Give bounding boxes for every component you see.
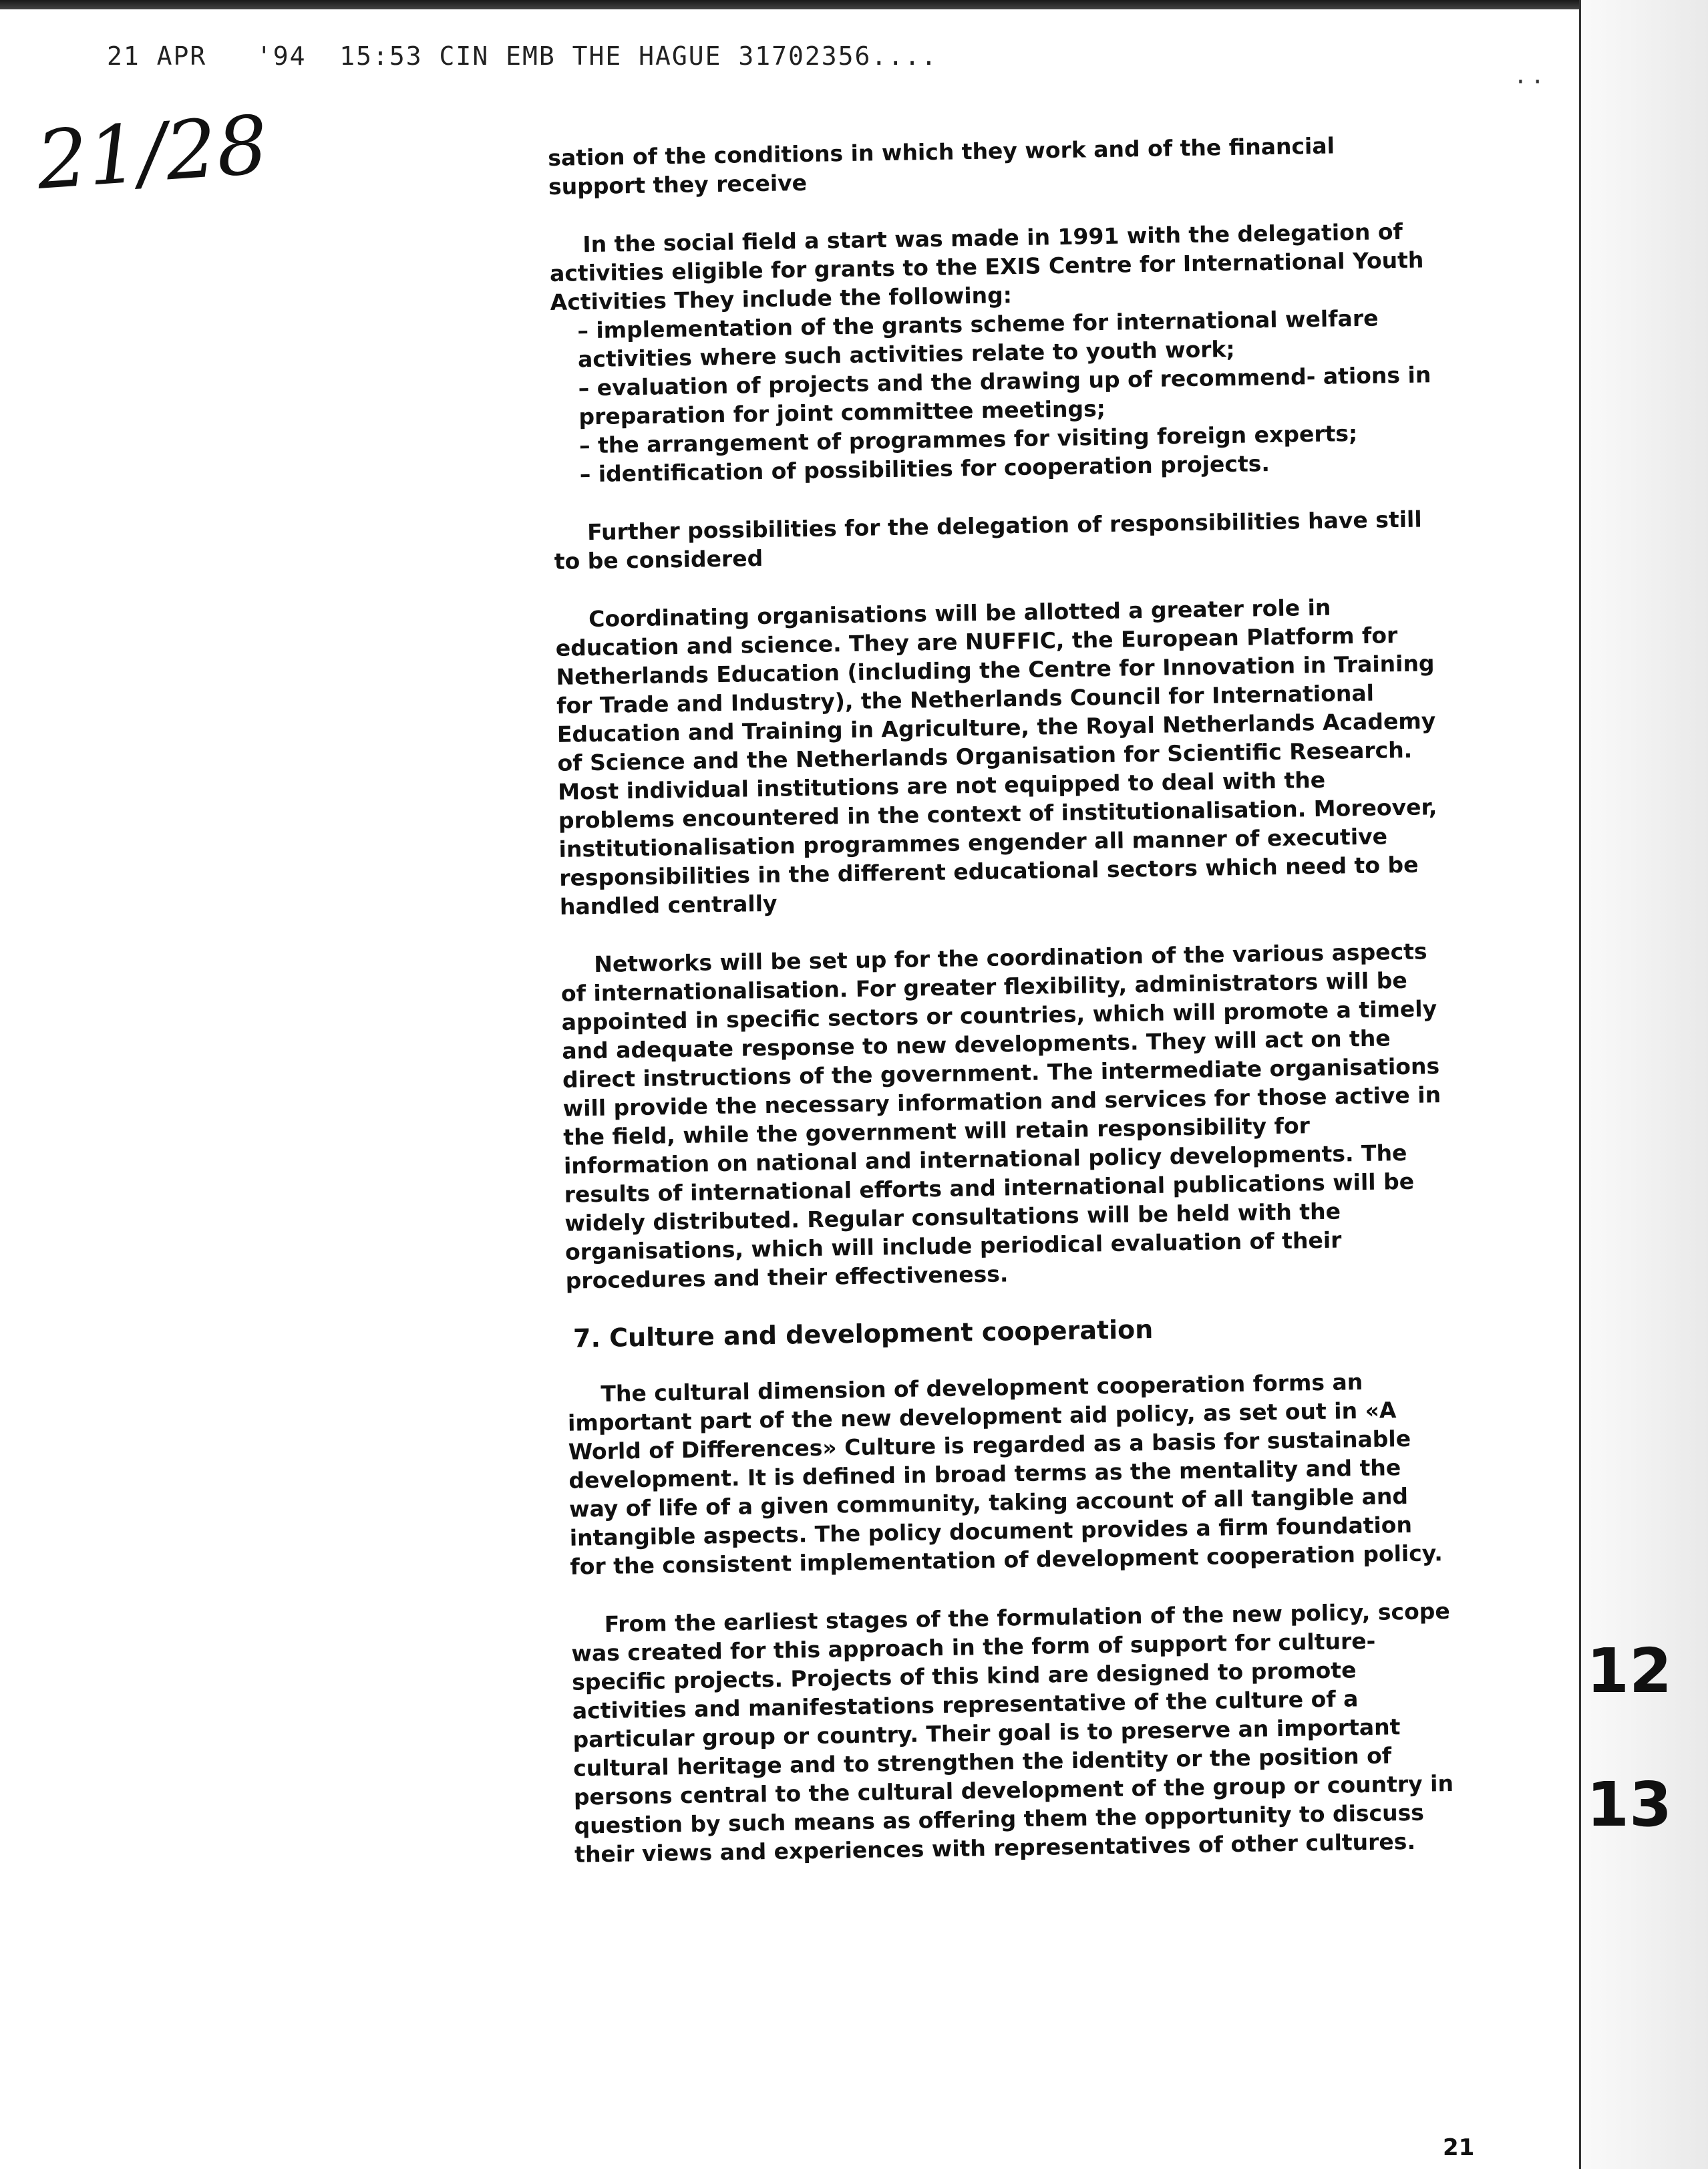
handwritten-page-note: 21/28 — [33, 99, 271, 208]
paragraph-text: From the earliest stages of the formulation of the new policy, scope was created for this approach in the form of support for culture-specific projects. Projects of this kind are designed to promote activities and manifestations representative of the culture of a particular group or country. Their goal is to preserve an important cultural heritage and to strengthen the identity or the position of persons central to the cultural development of the group or country in question by such means as offering them the opportunity to discuss their views and experiences with representatives of other cultures. — [571, 1598, 1454, 1868]
list-item: – evaluation of projects and the drawing up of recommend- ations in preparation for joint committee meetings; — [578, 361, 1431, 430]
list-item: – implementation of the grants scheme for international welfare activities where such activities relate to youth work; — [577, 305, 1379, 373]
paragraph-text: Coordinating organisations will be allotted a greater role in education and science. They are NUFFIC, the European Platform for Netherlands Education (including the Centre for Innovation in Training for Trade and Industry), the Netherlands Council for International Education and Training in Agriculture, the Royal Netherlands Academy of Science and the Netherlands Organisation for Scientific Research. Most individual institutions are not equipped to deal with the problems encountered in the context of institutionalisation. Moreover, institutionalisation programmes engender all manner of executive responsibilities in the different educational sectors which need to be handled centrally — [555, 594, 1437, 920]
margin-number: 12 — [1586, 1635, 1673, 1707]
paragraph-text: The cultural dimension of development cooperation forms an important part of the new development aid policy, as set out in «A World of Differences» Culture is regarded as a basis for sustainable development. It is defined in broad terms as the mentality and the way of life of a given community, taking account of all tangible and intangible aspects. The policy document provides a firm foundation for the consistent implementation of development cooperation policy. — [567, 1369, 1443, 1580]
paragraph-text: Further possibilities for the delegation of responsibilities have still to be considered — [554, 506, 1422, 574]
paragraph — [567, 1366, 1452, 1581]
paragraph — [570, 1597, 1456, 1869]
scan-top-edge — [0, 0, 1708, 9]
margin-dots: · · — [1516, 67, 1542, 98]
scan-right-edge — [1579, 0, 1708, 2169]
paragraph — [548, 130, 1430, 201]
paragraph-text: In the social field a start was made in 1991 with the delegation of activities eligible for grants to the EXIS Centre for International Youth Activities They include the following: — [549, 218, 1424, 315]
page-number: 21 — [1443, 2134, 1475, 2161]
paragraph-text: Networks will be set up for the coordination of the various aspects of internationalisation. For greater flexibility, administrators will be appointed in specific sectors or countries, which will promote a timely and adequate response to new developments. They will act on the direct instructions of the government. The intermediate organisations will provide the necessary information and services for those active in the field, while the government will retain responsibility for information on national and international policy developments. The results of international efforts and international publications will be widely distributed. Regular consultations will be held with the organisations, which will include periodical evaluation of their procedures and their effectiveness. — [560, 938, 1441, 1294]
margin-number: 13 — [1586, 1769, 1673, 1840]
paragraph-text: sation of the conditions in which they work and of the financial support they receive — [548, 132, 1335, 200]
list-item: – the arrangement of programmes for visiting foreign experts; — [578, 420, 1358, 459]
fax-header: 21 APR '94 15:53 CIN EMB THE HAGUE 31702356.... — [107, 41, 938, 71]
paragraph — [554, 504, 1436, 576]
section-heading: 7. Culture and development cooperation — [572, 1314, 1154, 1353]
list-item: – identification of possibilities for cooperation projects. — [579, 450, 1270, 488]
body-text-top — [548, 130, 1457, 1898]
paragraph — [560, 937, 1447, 1295]
paragraph — [555, 591, 1441, 921]
paragraph — [549, 216, 1435, 489]
